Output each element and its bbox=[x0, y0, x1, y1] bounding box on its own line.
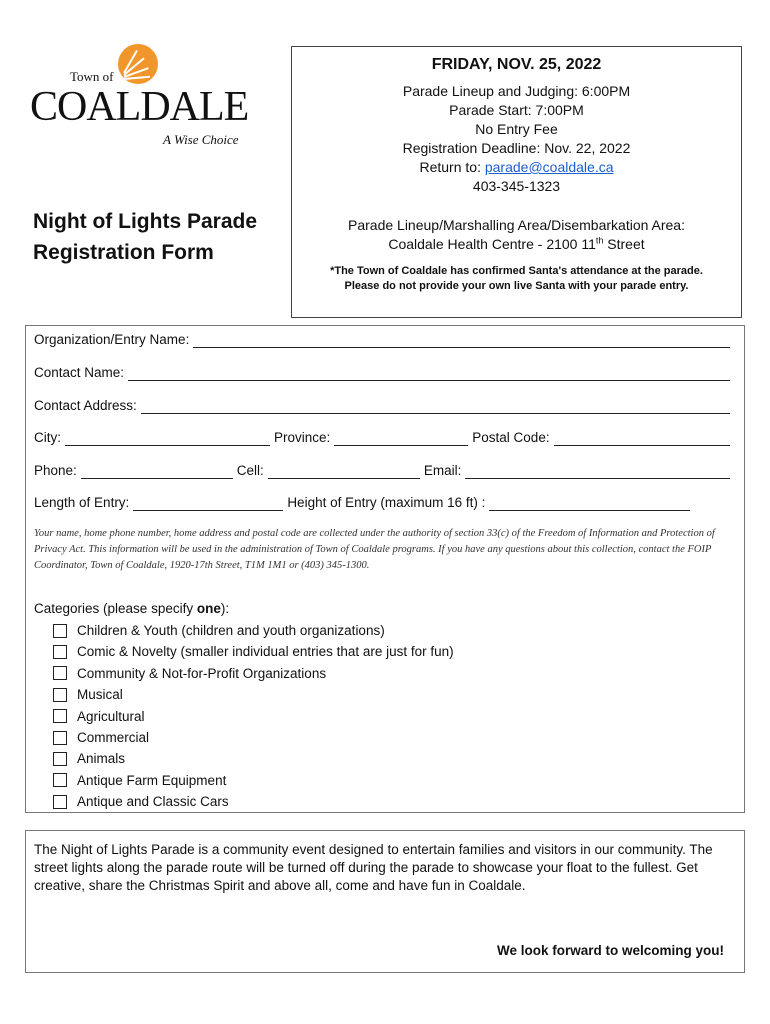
email-link[interactable]: parade@coaldale.ca bbox=[484, 159, 614, 175]
page-title bbox=[33, 206, 257, 268]
cell-label: Cell: bbox=[236, 463, 264, 478]
santa-note bbox=[292, 264, 741, 294]
category-label: Animals bbox=[77, 751, 126, 767]
category-checkbox-item[interactable] bbox=[53, 665, 326, 682]
return-to bbox=[292, 158, 741, 177]
height-field[interactable] bbox=[489, 500, 690, 511]
checkbox[interactable] bbox=[53, 709, 67, 723]
closing-line: We look forward to welcoming you! bbox=[496, 943, 724, 958]
registration-deadline: Registration Deadline: Nov. 22, 2022 bbox=[402, 140, 631, 156]
about-section bbox=[25, 830, 745, 973]
email-label: Email: bbox=[423, 463, 462, 478]
email-field[interactable] bbox=[465, 468, 730, 479]
province-field[interactable] bbox=[334, 435, 468, 446]
registration-form bbox=[25, 325, 745, 813]
checkbox[interactable] bbox=[53, 688, 67, 702]
postal-label: Postal Code: bbox=[472, 430, 550, 445]
category-checkbox-item[interactable] bbox=[53, 686, 123, 703]
privacy-notice: Your name, home phone number, home address and postal code are collected under the authority of section 33(c) of the Freedom of Information and Protection of Privacy Act. This information will be used in the administration of Town of Coaldale programs. If you have any questions about this collection, contact the FOIP Coordinator, Town of Coaldale, 1920-17th Street, T1M 1M1 or (403) 345-1300. bbox=[34, 528, 715, 571]
area-address: Coaldale Health Centre - 2100 11 bbox=[388, 236, 596, 252]
category-checkbox-item[interactable] bbox=[53, 750, 125, 767]
checkbox[interactable] bbox=[53, 752, 67, 766]
height-label: Height of Entry (maximum 16 ft) : bbox=[287, 495, 486, 510]
santa-note-2: Please do not provide your own live Santa with your parade entry. bbox=[344, 280, 689, 292]
checkbox[interactable] bbox=[53, 645, 67, 659]
category-label: Agricultural bbox=[77, 708, 145, 724]
contact-field[interactable] bbox=[128, 370, 730, 381]
category-label: Comic & Novelty (smaller individual entries that are just for fun) bbox=[77, 644, 454, 660]
city-label: City: bbox=[34, 430, 61, 445]
category-checkbox-item[interactable] bbox=[53, 708, 145, 725]
logo-name: COALDALE bbox=[30, 84, 249, 130]
sun-icon bbox=[118, 44, 158, 84]
contact-phone: 403-345-1323 bbox=[472, 178, 561, 194]
area-suffix: Street bbox=[603, 236, 645, 252]
length-label: Length of Entry: bbox=[34, 495, 130, 510]
area-sup: th bbox=[595, 235, 604, 246]
about-text: The Night of Lights Parade is a community event designed to entertain families and visitors in our community. The street lights along the parade route will be turned off during the parade to showcase your float to the fullest. Get creative, share the Christmas Spirit and above all, come and have fun in Coaldale. bbox=[34, 842, 713, 893]
address-field[interactable] bbox=[141, 403, 730, 414]
categories-end: ): bbox=[220, 601, 230, 616]
phone-label: Phone: bbox=[34, 463, 77, 478]
categories-one: one bbox=[196, 601, 221, 616]
santa-note-1: *The Town of Coaldale has confirmed Santa's attendance at the parade. bbox=[330, 265, 703, 277]
logo-tagline: A Wise Choice bbox=[163, 132, 239, 147]
checkbox[interactable] bbox=[53, 773, 67, 787]
address-label: Contact Address: bbox=[34, 398, 137, 413]
town-of-coaldale-logo bbox=[30, 44, 265, 148]
city-field[interactable] bbox=[65, 435, 270, 446]
return-label: Return to: bbox=[419, 159, 485, 175]
checkbox[interactable] bbox=[53, 795, 67, 809]
category-label: Children & Youth (children and youth organizations) bbox=[77, 623, 385, 638]
category-label: Community & Not-for-Profit Organizations bbox=[77, 665, 327, 681]
category-checkbox-item[interactable] bbox=[53, 729, 149, 746]
length-field[interactable] bbox=[133, 500, 283, 511]
categories-text: Categories (please specify bbox=[34, 601, 197, 616]
category-checkbox-item[interactable] bbox=[53, 643, 454, 660]
lineup-time: Parade Lineup and Judging: 6:00PM bbox=[402, 83, 631, 99]
checkbox[interactable] bbox=[53, 624, 67, 638]
title-line-2: Registration Form bbox=[33, 241, 214, 264]
postal-field[interactable] bbox=[554, 435, 730, 446]
event-info-box bbox=[291, 46, 742, 318]
entry-fee: No Entry Fee bbox=[475, 121, 558, 137]
category-checkbox-item[interactable] bbox=[53, 793, 229, 810]
org-label: Organization/Entry Name: bbox=[34, 332, 190, 347]
contact-label: Contact Name: bbox=[34, 365, 125, 380]
category-checkbox-item[interactable] bbox=[53, 772, 226, 789]
logo-town-of: Town of bbox=[70, 69, 114, 84]
category-label: Antique and Classic Cars bbox=[77, 794, 229, 810]
checkbox[interactable] bbox=[53, 731, 67, 745]
phone-field[interactable] bbox=[81, 468, 233, 479]
area-label: Parade Lineup/Marshalling Area/Disembarkation Area: bbox=[348, 217, 685, 233]
category-checkbox-item[interactable] bbox=[53, 622, 385, 639]
start-time: Parade Start: 7:00PM bbox=[449, 102, 584, 118]
event-date: FRIDAY, NOV. 25, 2022 bbox=[431, 56, 602, 73]
category-label: Antique Farm Equipment bbox=[77, 772, 227, 788]
province-label: Province: bbox=[274, 430, 331, 445]
category-label: Commercial bbox=[77, 730, 150, 745]
title-line-1: Night of Lights Parade bbox=[33, 210, 258, 233]
categories-label bbox=[34, 600, 229, 617]
checkbox[interactable] bbox=[53, 666, 67, 680]
category-label: Musical bbox=[77, 687, 123, 703]
area-value bbox=[292, 235, 741, 254]
cell-field[interactable] bbox=[268, 468, 420, 479]
org-field[interactable] bbox=[193, 337, 730, 348]
